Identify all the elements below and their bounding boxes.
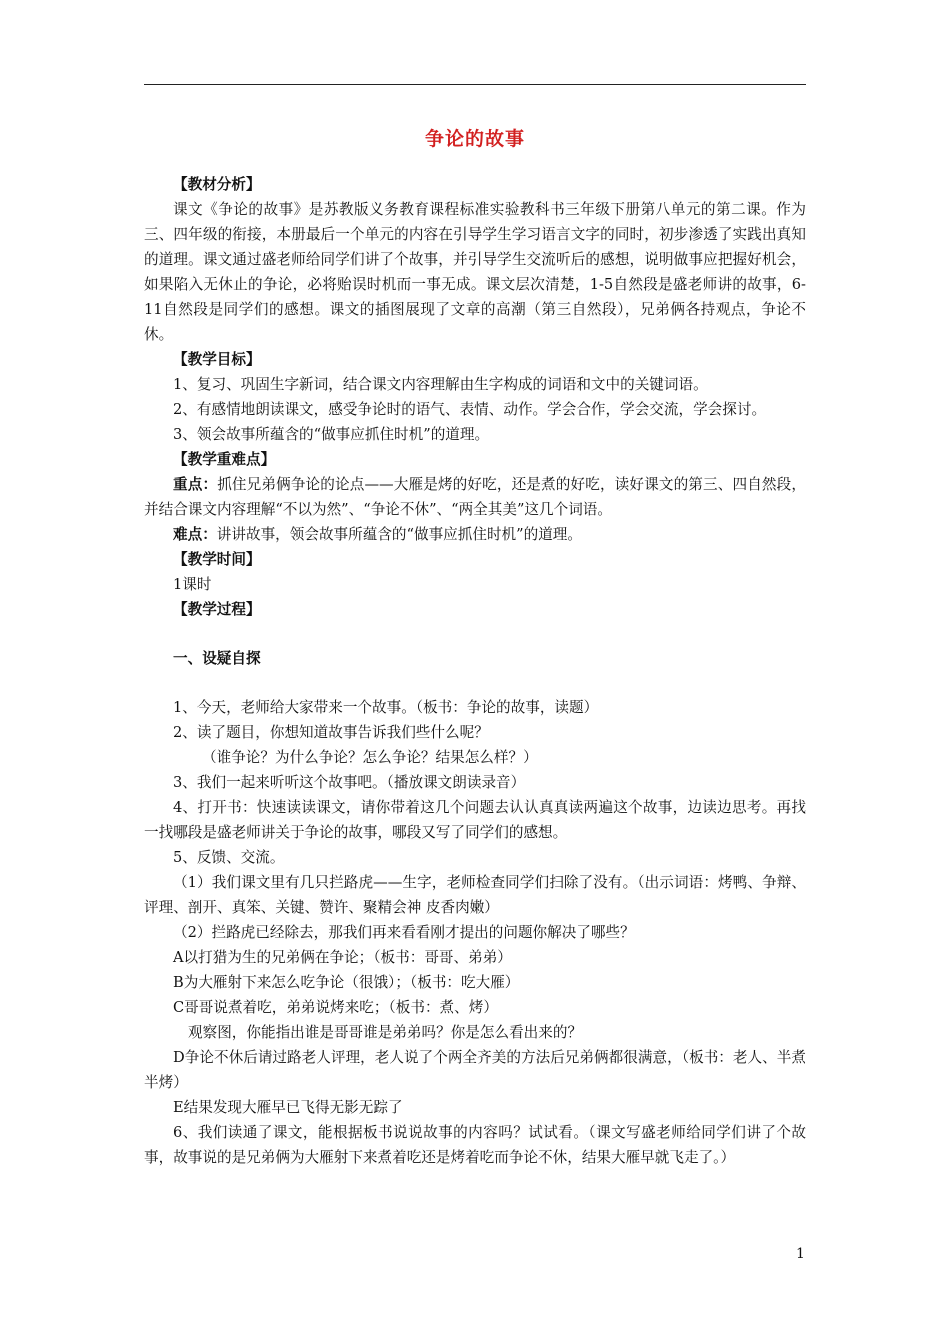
analysis-paragraph: 课文《争论的故事》是苏教版义务教育课程标准实验教科书三年级下册第八单元的第二课。作为三、四年级的衔接，本册最后一个单元的内容在引导学生学习语言文字的同时，初步渗透了实践出真知的道理。课文通过盛老师给同学们讲了个故事，并引导学生交流听后的感想，说明做事应把握好机会，如果陷入无休止的争论，必将贻误时机而一事无成。课文层次清楚，1-5自然段是盛老师讲的故事，6-11自然段是同学们的感想。课文的插图展现了文章的高潮（第三自然段），兄弟俩各持观点，争论不休。 xyxy=(144,201,806,343)
process-substep: （2）拦路虎已经除去，那我们再来看看刚才提出的问题你解决了哪些？ xyxy=(173,924,635,941)
goal-item: 1、复习、巩固生字新词，结合课文内容理解由生字构成的词语和文中的关键词语。 xyxy=(173,376,708,393)
process-point: B为大雁射下来怎么吃争论（很饿）；（板书：吃大雁） xyxy=(173,974,520,991)
key-point-paragraph xyxy=(144,472,806,522)
process-step: 1、今天，老师给大家带来一个故事。（板书：争论的故事，读题） xyxy=(173,699,599,716)
process-step: 6、我们读通了课文，能根据板书说说故事的内容吗？试试看。（课文写盛老师给同学们讲了个故事，故事说的是兄弟俩为大雁射下来煮着吃还是烤着吃而争论不休，结果大雁早就飞走了。） xyxy=(144,1124,806,1166)
key-point-text: 抓住兄弟俩争论的论点——大雁是烤的好吃，还是煮的好吃，读好课文的第三、四自然段，并结合课文内容理解“不以为然”、“争论不休”、“两全其美”这几个词语。 xyxy=(144,476,806,518)
page-number: 1 xyxy=(796,1246,805,1262)
section-heading-time: 【教学时间】 xyxy=(173,551,261,568)
process-substep: （1）我们课文里有几只拦路虎——生字，老师检查同学们扫除了没有。（出示词语：烤鸭、争辩、评理、剖开、真笨、关键、赞许、聚精会神 皮香肉嫩） xyxy=(144,874,806,916)
goal-item: 3、领会故事所蕴含的“做事应抓住时机”的道理。 xyxy=(173,426,490,443)
process-step: 5、反馈、交流。 xyxy=(173,849,285,866)
key-point-label: 重点： xyxy=(173,476,218,493)
process-point: D争论不休后请过路老人评理，老人说了个两全齐美的方法后兄弟俩都很满意，（板书：老人、半煮半烤） xyxy=(144,1049,806,1091)
process-step: 4、打开书：快速读读课文，请你带着这几个问题去认认真真读两遍这个故事，边读边思考。再找一找哪段是盛老师讲关于争论的故事，哪段又写了同学们的感想。 xyxy=(144,799,806,841)
spacer xyxy=(144,622,806,646)
goal-item: 2、有感情地朗读课文，感受争论时的语气、表情、动作。学会合作，学会交流，学会探讨。 xyxy=(173,401,767,418)
process-note: 观察图，你能指出谁是哥哥谁是弟弟吗？你是怎么看出来的？ xyxy=(188,1024,583,1041)
process-point: E结果发现大雁早已飞得无影无踪了 xyxy=(173,1099,403,1116)
part-heading: 一、设疑自探 xyxy=(173,650,261,667)
process-point: A以打猎为生的兄弟俩在争论；（板书：哥哥、弟弟） xyxy=(173,949,512,966)
spacer xyxy=(144,671,806,695)
difficulty-text: 讲讲故事，领会故事所蕴含的“做事应抓住时机”的道理。 xyxy=(216,526,582,543)
section-heading-process: 【教学过程】 xyxy=(173,601,261,618)
process-step: 3、我们一起来听听这个故事吧。（播放课文朗读录音） xyxy=(173,774,526,791)
process-point: C哥哥说煮着吃，弟弟说烤来吃；（板书：煮、烤） xyxy=(173,999,498,1016)
section-heading-analysis: 【教材分析】 xyxy=(173,176,261,193)
header-rule xyxy=(144,84,806,85)
difficulty-paragraph xyxy=(144,522,806,547)
section-heading-goals: 【教学目标】 xyxy=(173,351,261,368)
page-title: 争论的故事 xyxy=(424,128,525,150)
document-body xyxy=(144,172,806,1170)
process-step: 2、读了题目，你想知道故事告诉我们些什么呢？ xyxy=(173,724,489,741)
time-text: 1课时 xyxy=(173,576,212,593)
difficulty-label: 难点： xyxy=(173,526,217,543)
section-heading-key-points: 【教学重难点】 xyxy=(173,451,276,468)
process-note: （谁争论？为什么争论？怎么争论？结果怎么样？） xyxy=(202,749,538,766)
